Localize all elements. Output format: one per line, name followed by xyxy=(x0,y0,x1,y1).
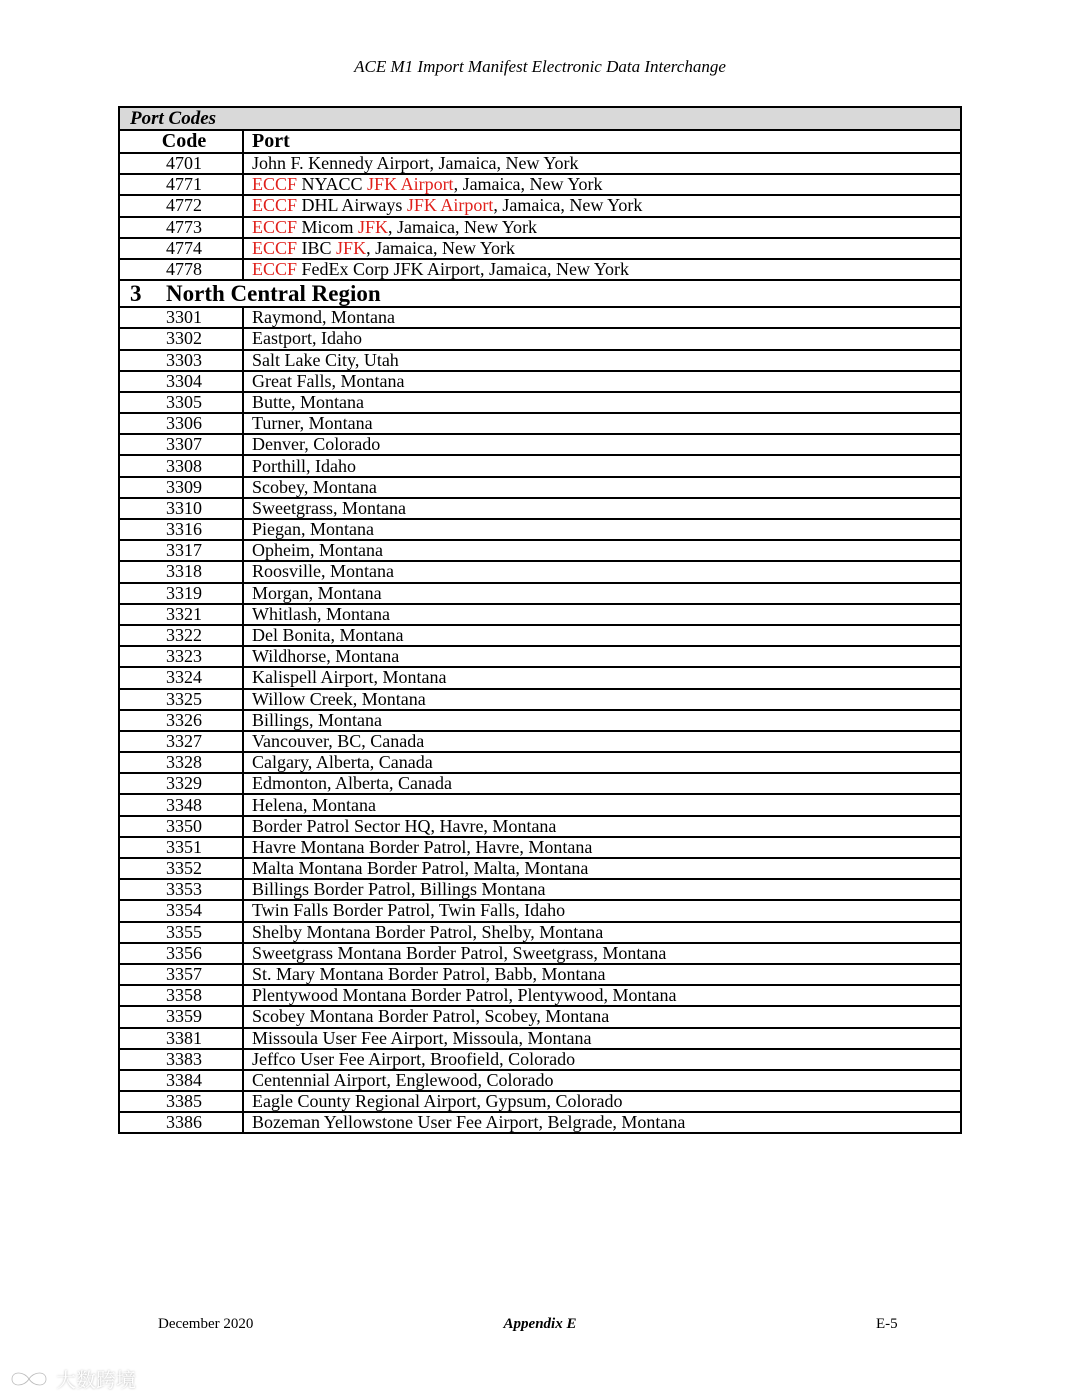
document-title: ACE M1 Import Manifest Electronic Data Interchange xyxy=(354,57,726,76)
table-row xyxy=(119,879,961,900)
port-code-cell: 3323 xyxy=(119,646,243,667)
table-header-row xyxy=(119,130,961,153)
port-code-cell: 3353 xyxy=(119,879,243,900)
table-row xyxy=(119,710,961,731)
port-code-cell: 3305 xyxy=(119,392,243,413)
port-code-cell: 3319 xyxy=(119,583,243,604)
code-column-header: Code xyxy=(119,130,243,153)
port-code-cell: 3385 xyxy=(119,1091,243,1112)
port-name-cell: Sweetgrass, Montana xyxy=(243,498,961,519)
table-caption: Port Codes xyxy=(119,107,961,130)
table-caption-row xyxy=(119,107,961,130)
table-row xyxy=(119,816,961,837)
port-code-cell: 3384 xyxy=(119,1070,243,1091)
port-code-cell: 3310 xyxy=(119,498,243,519)
table-row xyxy=(119,752,961,773)
table-row xyxy=(119,1028,961,1049)
port-name-cell: Morgan, Montana xyxy=(243,583,961,604)
port-name-cell: Vancouver, BC, Canada xyxy=(243,731,961,752)
highlighted-text: ECCF xyxy=(252,195,298,216)
table-row xyxy=(119,604,961,625)
table-row xyxy=(119,195,961,216)
table-row xyxy=(119,217,961,238)
table-row xyxy=(119,731,961,752)
table-row xyxy=(119,519,961,540)
table-row xyxy=(119,350,961,371)
table-row xyxy=(119,238,961,259)
port-code-cell: 3326 xyxy=(119,710,243,731)
port-code-cell: 3354 xyxy=(119,900,243,921)
table-row xyxy=(119,625,961,646)
port-name-cell: Calgary, Alberta, Canada xyxy=(243,752,961,773)
port-code-cell: 3357 xyxy=(119,964,243,985)
port-code-cell: 3317 xyxy=(119,540,243,561)
port-code-cell: 3383 xyxy=(119,1049,243,1070)
highlighted-text: JFK xyxy=(358,216,389,237)
port-name-cell: Turner, Montana xyxy=(243,413,961,434)
port-name-cell: Centennial Airport, Englewood, Colorado xyxy=(243,1070,961,1091)
port-name-cell: Whitlash, Montana xyxy=(243,604,961,625)
table-row xyxy=(119,667,961,688)
port-text: NYACC xyxy=(297,174,368,195)
port-code-cell: 3307 xyxy=(119,434,243,455)
port-name-cell: Helena, Montana xyxy=(243,794,961,815)
port-name-cell: Border Patrol Sector HQ, Havre, Montana xyxy=(243,816,961,837)
port-name-cell: Billings, Montana xyxy=(243,710,961,731)
table-row xyxy=(119,943,961,964)
region-name: North Central Region xyxy=(166,281,381,307)
table-row xyxy=(119,434,961,455)
table-row xyxy=(119,922,961,943)
highlighted-text: ECCF xyxy=(252,216,298,237)
region-heading xyxy=(119,280,961,307)
port-name-cell xyxy=(243,195,961,216)
port-name-cell: Havre Montana Border Patrol, Havre, Montana xyxy=(243,837,961,858)
port-name-cell: Denver, Colorado xyxy=(243,434,961,455)
table-row xyxy=(119,1112,961,1133)
port-code-cell: 3321 xyxy=(119,604,243,625)
port-name-cell xyxy=(243,259,961,280)
table-row xyxy=(119,1070,961,1091)
port-text: , Jamaica, New York xyxy=(493,195,643,216)
table-row xyxy=(119,646,961,667)
port-name-cell: Raymond, Montana xyxy=(243,307,961,328)
table-row xyxy=(119,477,961,498)
table-row xyxy=(119,1006,961,1027)
port-code-cell: 3302 xyxy=(119,328,243,349)
highlighted-text: ECCF xyxy=(252,237,298,258)
port-text: Micom xyxy=(297,216,359,237)
port-column-header: Port xyxy=(243,130,961,153)
port-text: DHL Airways xyxy=(297,195,407,216)
port-code-cell: 4773 xyxy=(119,217,243,238)
port-name-cell: Eagle County Regional Airport, Gypsum, Colorado xyxy=(243,1091,961,1112)
table-row xyxy=(119,153,961,174)
port-code-cell: 4778 xyxy=(119,259,243,280)
region-header-row xyxy=(119,280,961,307)
port-name-cell: Wildhorse, Montana xyxy=(243,646,961,667)
port-code-cell: 3325 xyxy=(119,689,243,710)
port-code-cell: 3355 xyxy=(119,922,243,943)
port-code-cell: 3327 xyxy=(119,731,243,752)
table-row xyxy=(119,858,961,879)
port-name-cell: Piegan, Montana xyxy=(243,519,961,540)
port-code-cell: 3324 xyxy=(119,667,243,688)
port-code-cell: 3304 xyxy=(119,371,243,392)
port-code-cell: 3352 xyxy=(119,858,243,879)
port-name-cell xyxy=(243,238,961,259)
highlighted-text: ECCF xyxy=(252,174,298,195)
port-code-cell: 3328 xyxy=(119,752,243,773)
port-code-cell: 3306 xyxy=(119,413,243,434)
footer-page-number: E-5 xyxy=(876,1316,898,1332)
region-number: 3 xyxy=(130,281,142,307)
port-code-cell: 4771 xyxy=(119,174,243,195)
port-text: FedEx Corp JFK Airport, Jamaica, New York xyxy=(297,259,630,280)
port-name-cell: Scobey Montana Border Patrol, Scobey, Montana xyxy=(243,1006,961,1027)
port-code-cell: 3356 xyxy=(119,943,243,964)
table-row xyxy=(119,1049,961,1070)
table-row xyxy=(119,773,961,794)
port-text: , Jamaica, New York xyxy=(366,237,516,258)
table-row xyxy=(119,307,961,328)
table-row xyxy=(119,259,961,280)
port-name-cell: Sweetgrass Montana Border Patrol, Sweetgrass, Montana xyxy=(243,943,961,964)
infinity-logo-icon xyxy=(8,1367,50,1391)
port-name-cell: Plentywood Montana Border Patrol, Plentywood, Montana xyxy=(243,985,961,1006)
table-row xyxy=(119,837,961,858)
port-code-cell: 3358 xyxy=(119,985,243,1006)
table-row xyxy=(119,1091,961,1112)
table-row xyxy=(119,371,961,392)
footer-date: December 2020 xyxy=(158,1316,254,1332)
table-row xyxy=(119,540,961,561)
highlighted-text: JFK xyxy=(336,237,367,258)
highlighted-text: JFK Airport xyxy=(367,174,454,195)
port-code-cell: 3359 xyxy=(119,1006,243,1027)
port-code-cell: 4772 xyxy=(119,195,243,216)
port-code-cell: 3301 xyxy=(119,307,243,328)
table-row xyxy=(119,964,961,985)
table-row xyxy=(119,392,961,413)
port-name-cell: Jeffco User Fee Airport, Broofield, Colorado xyxy=(243,1049,961,1070)
port-name-cell: Roosville, Montana xyxy=(243,561,961,582)
port-name-cell: Porthill, Idaho xyxy=(243,455,961,476)
table-row xyxy=(119,985,961,1006)
table-row xyxy=(119,455,961,476)
table-row xyxy=(119,561,961,582)
port-name-cell: Salt Lake City, Utah xyxy=(243,350,961,371)
port-code-cell: 3303 xyxy=(119,350,243,371)
highlighted-text: JFK Airport xyxy=(406,195,494,216)
port-name-cell: Del Bonita, Montana xyxy=(243,625,961,646)
port-code-cell: 3309 xyxy=(119,477,243,498)
port-name-cell xyxy=(243,217,961,238)
port-code-cell: 3351 xyxy=(119,837,243,858)
footer-appendix: Appendix E xyxy=(503,1316,577,1332)
port-name-cell: John F. Kennedy Airport, Jamaica, New York xyxy=(243,153,961,174)
table-row xyxy=(119,328,961,349)
port-name-cell: Billings Border Patrol, Billings Montana xyxy=(243,879,961,900)
port-code-cell: 3308 xyxy=(119,455,243,476)
table-row xyxy=(119,794,961,815)
port-name-cell: Willow Creek, Montana xyxy=(243,689,961,710)
highlighted-text: ECCF xyxy=(252,259,298,280)
port-text: , Jamaica, New York xyxy=(388,216,538,237)
port-name-cell: Edmonton, Alberta, Canada xyxy=(243,773,961,794)
port-text: , Jamaica, New York xyxy=(453,174,603,195)
port-code-cell: 3386 xyxy=(119,1112,243,1133)
port-code-cell: 3318 xyxy=(119,561,243,582)
table-row xyxy=(119,583,961,604)
table-row xyxy=(119,498,961,519)
table-row xyxy=(119,174,961,195)
port-name-cell: Eastport, Idaho xyxy=(243,328,961,349)
port-text: IBC xyxy=(297,237,337,258)
watermark-text: 大数跨境 xyxy=(56,1368,136,1392)
table-row xyxy=(119,689,961,710)
port-name-cell: Scobey, Montana xyxy=(243,477,961,498)
port-name-cell: Malta Montana Border Patrol, Malta, Montana xyxy=(243,858,961,879)
port-code-cell: 3322 xyxy=(119,625,243,646)
watermark xyxy=(8,1364,136,1393)
port-code-cell: 3350 xyxy=(119,816,243,837)
port-name-cell: Butte, Montana xyxy=(243,392,961,413)
port-code-cell: 3348 xyxy=(119,794,243,815)
port-code-cell: 4774 xyxy=(119,238,243,259)
port-name-cell: Shelby Montana Border Patrol, Shelby, Montana xyxy=(243,922,961,943)
port-name-cell: St. Mary Montana Border Patrol, Babb, Montana xyxy=(243,964,961,985)
port-name-cell: Twin Falls Border Patrol, Twin Falls, Idaho xyxy=(243,900,961,921)
port-code-cell: 3316 xyxy=(119,519,243,540)
port-name-cell: Great Falls, Montana xyxy=(243,371,961,392)
port-name-cell: Kalispell Airport, Montana xyxy=(243,667,961,688)
port-codes-table xyxy=(118,106,962,1134)
port-code-cell: 4701 xyxy=(119,153,243,174)
port-code-cell: 3381 xyxy=(119,1028,243,1049)
port-name-cell: Missoula User Fee Airport, Missoula, Montana xyxy=(243,1028,961,1049)
port-name-cell xyxy=(243,174,961,195)
port-code-cell: 3329 xyxy=(119,773,243,794)
table-row xyxy=(119,413,961,434)
port-name-cell: Opheim, Montana xyxy=(243,540,961,561)
table-row xyxy=(119,900,961,921)
port-name-cell: Bozeman Yellowstone User Fee Airport, Belgrade, Montana xyxy=(243,1112,961,1133)
